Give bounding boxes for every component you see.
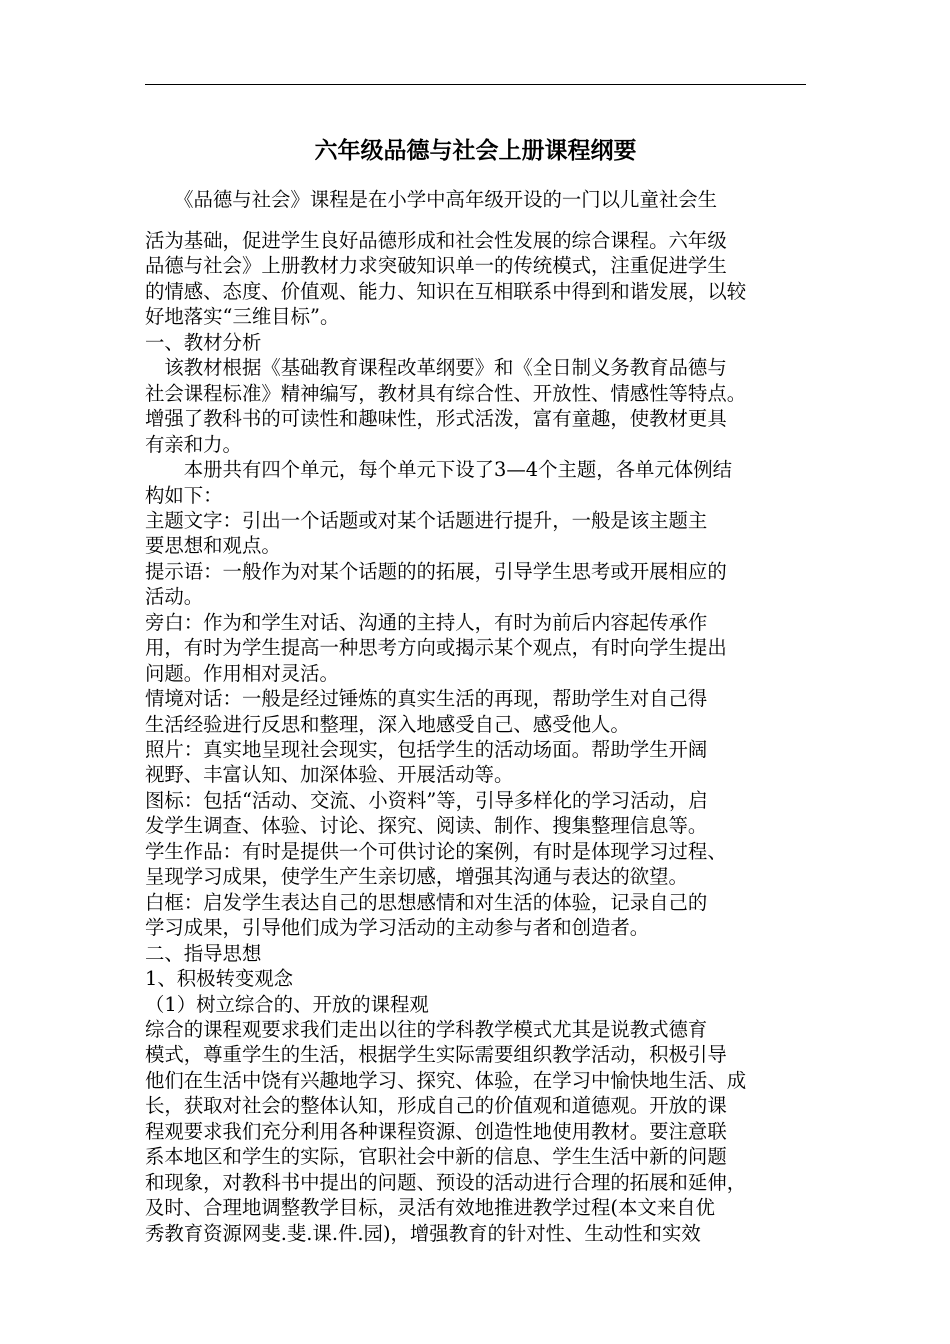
text-line: 和现象，对教科书中提出的问题、预设的活动进行合理的拓展和延伸，	[145, 1170, 747, 1194]
text-line: 发学生调查、体验、讨论、探究、阅读、制作、搜集整理信息等。	[145, 814, 708, 838]
text-line: 系本地区和学生的实际，官职社会中新的信息、学生生活中新的问题	[145, 1145, 727, 1169]
text-line: 本册共有四个单元，每个单元下设了3—4个主题，各单元体例结	[145, 458, 733, 482]
text-line: 及时、合理地调整教学目标，灵活有效地推进教学过程(本文来自优	[145, 1196, 715, 1220]
header-rule	[145, 84, 806, 85]
text-line: 情境对话：一般是经过锤炼的真实生活的再现，帮助学生对自己得	[145, 687, 708, 711]
text-line: 用，有时为学生提高一种思考方向或揭示某个观点，有时向学生提出	[145, 636, 727, 660]
text-line: 构如下：	[145, 483, 223, 507]
text-line: 活动。	[145, 585, 204, 609]
text-line: 品德与社会》上册教材力求突破知识单一的传统模式，注重促进学生	[145, 254, 727, 278]
text-line: 有亲和力。	[145, 432, 242, 456]
text-line: 照片：真实地呈现社会现实，包括学生的活动场面。帮助学生开阔	[145, 738, 708, 761]
text-line: 生活经验进行反思和整理，深入地感受自己、感受他人。	[145, 712, 630, 736]
text-line: 《品德与社会》课程是在小学中高年级开设的一门以儿童社会生	[145, 188, 718, 211]
text-line: 1、积极转变观念	[145, 967, 294, 991]
text-line: 综合的课程观要求我们走出以往的学科教学模式尤其是说教式德育	[145, 1017, 708, 1041]
text-line: 呈现学习成果，使学生产生亲切感，增强其沟通与表达的欲望。	[145, 865, 688, 889]
text-line: 要思想和观点。	[145, 534, 281, 558]
text-line: 二、指导思想	[145, 941, 262, 965]
text-line: 学习成果，引导他们成为学习活动的主动参与者和创造者。	[145, 916, 650, 940]
text-line: 该教材根据《基础教育课程改革纲要》和《全日制义务教育品德与	[145, 356, 727, 380]
text-line: 秀教育资源网斐.斐.课.件.园)，增强教育的针对性、生动性和实效	[145, 1221, 701, 1245]
text-line: 活为基础，促进学生良好品德形成和社会性发展的综合课程。六年级	[145, 229, 727, 252]
text-line: 模式，尊重学生的生活，根据学生实际需要组织教学活动，积极引导	[145, 1043, 727, 1067]
text-line: 图标：包括“活动、交流、小资料”等，引导多样化的学习活动，启	[145, 788, 708, 812]
text-line: 主题文字：引出一个话题或对某个话题进行提升，一般是该主题主	[145, 508, 708, 532]
text-line: 学生作品：有时是提供一个可供讨论的案例，有时是体现学习过程、	[145, 839, 727, 863]
text-line: 社会课程标准》精神编写，教材具有综合性、开放性、情感性等特点。	[145, 381, 747, 405]
text-line: 一、教材分析	[145, 330, 262, 354]
text-line: 白框：启发学生表达自己的思想感情和对生活的体验，记录自己的	[145, 890, 708, 914]
text-line: 增强了教科书的可读性和趣味性，形式活泼，富有童趣，使教材更具	[145, 407, 727, 431]
text-line: 他们在生活中饶有兴趣地学习、探究、体验，在学习中愉快地生活、成	[145, 1068, 747, 1092]
document-title: 六年级品德与社会上册课程纲要	[314, 137, 637, 164]
text-line: 提示语：一般作为对某个话题的的拓展，引导学生思考或开展相应的	[145, 559, 727, 583]
text-line: 旁白：作为和学生对话、沟通的主持人，有时为前后内容起传承作	[145, 610, 708, 634]
text-line: 的情感、态度、价值观、能力、知识在互相联系中得到和谐发展，以较	[145, 279, 747, 303]
text-line: 视野、丰富认知、加深体验、开展活动等。	[145, 763, 514, 787]
text-line: 问题。作用相对灵活。	[145, 661, 339, 685]
text-line: （1）树立综合的、开放的课程观	[145, 992, 429, 1016]
text-line: 程观要求我们充分利用各种课程资源、创造性地使用教材。要注意联	[145, 1119, 727, 1143]
text-line: 长，获取对社会的整体认知，形成自己的价值观和道德观。开放的课	[145, 1094, 727, 1118]
text-line: 好地落实“三维目标”。	[145, 305, 340, 329]
